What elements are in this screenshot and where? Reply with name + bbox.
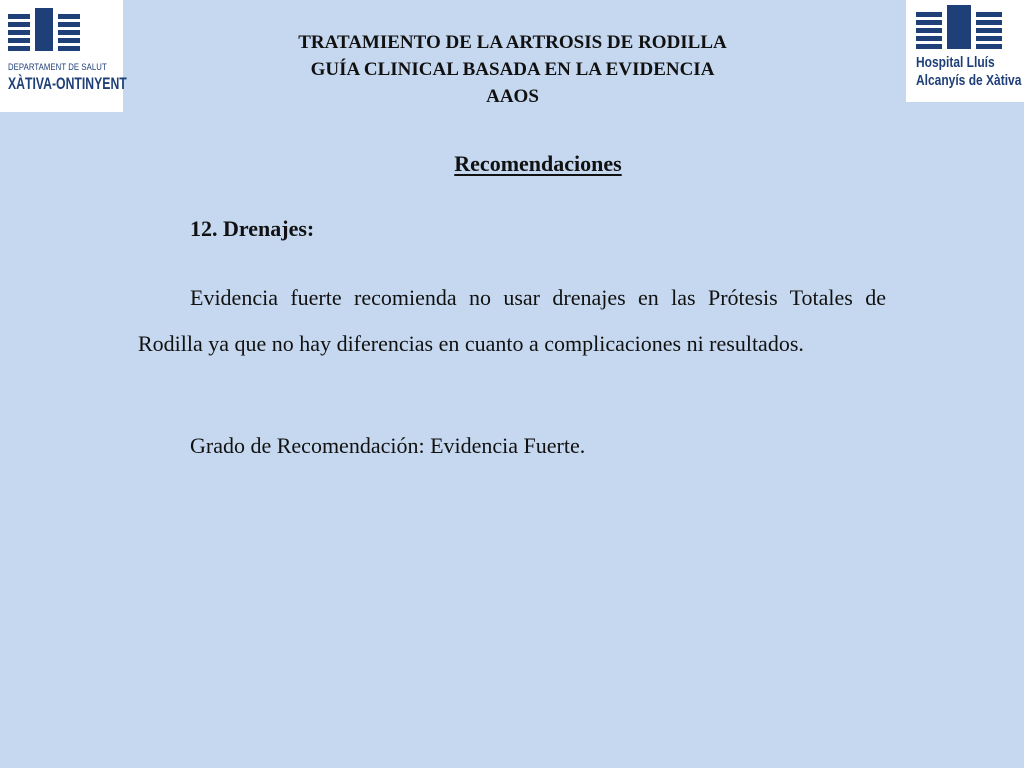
recommendation-grade: Grado de Recomendación: Evidencia Fuerte. <box>190 433 586 458</box>
building-logo-icon <box>8 8 80 56</box>
header-line3: AAOS <box>486 86 539 107</box>
recommendation-subheading: 12. Drenajes: <box>190 216 315 241</box>
right-logo-line1: Hospital Lluís <box>916 54 995 71</box>
header-line1: TRATAMIENTO DE LA ARTROSIS DE RODILLA <box>298 32 727 53</box>
left-logo-line2: XÀTIVA-ONTINYENT <box>8 74 127 93</box>
hospital-logo-icon <box>916 5 1002 51</box>
left-logo <box>0 0 127 112</box>
section-title: Recomendaciones <box>454 151 622 176</box>
right-logo <box>906 0 1024 102</box>
right-logo-line2: Alcanyís de Xàtiva <box>916 72 1022 89</box>
left-logo-line1: DEPARTAMENT DE SALUT <box>8 62 107 72</box>
slide-header <box>225 29 800 110</box>
recommendation-paragraph: Evidencia fuerte recomienda no usar drenajes en las Prótesis Totales de Rodilla ya que no hay diferencias en cuanto a complicaciones ni resultados. <box>138 285 886 356</box>
header-line2: GUÍA CLINICAL BASADA EN LA EVIDENCIA <box>310 59 715 80</box>
